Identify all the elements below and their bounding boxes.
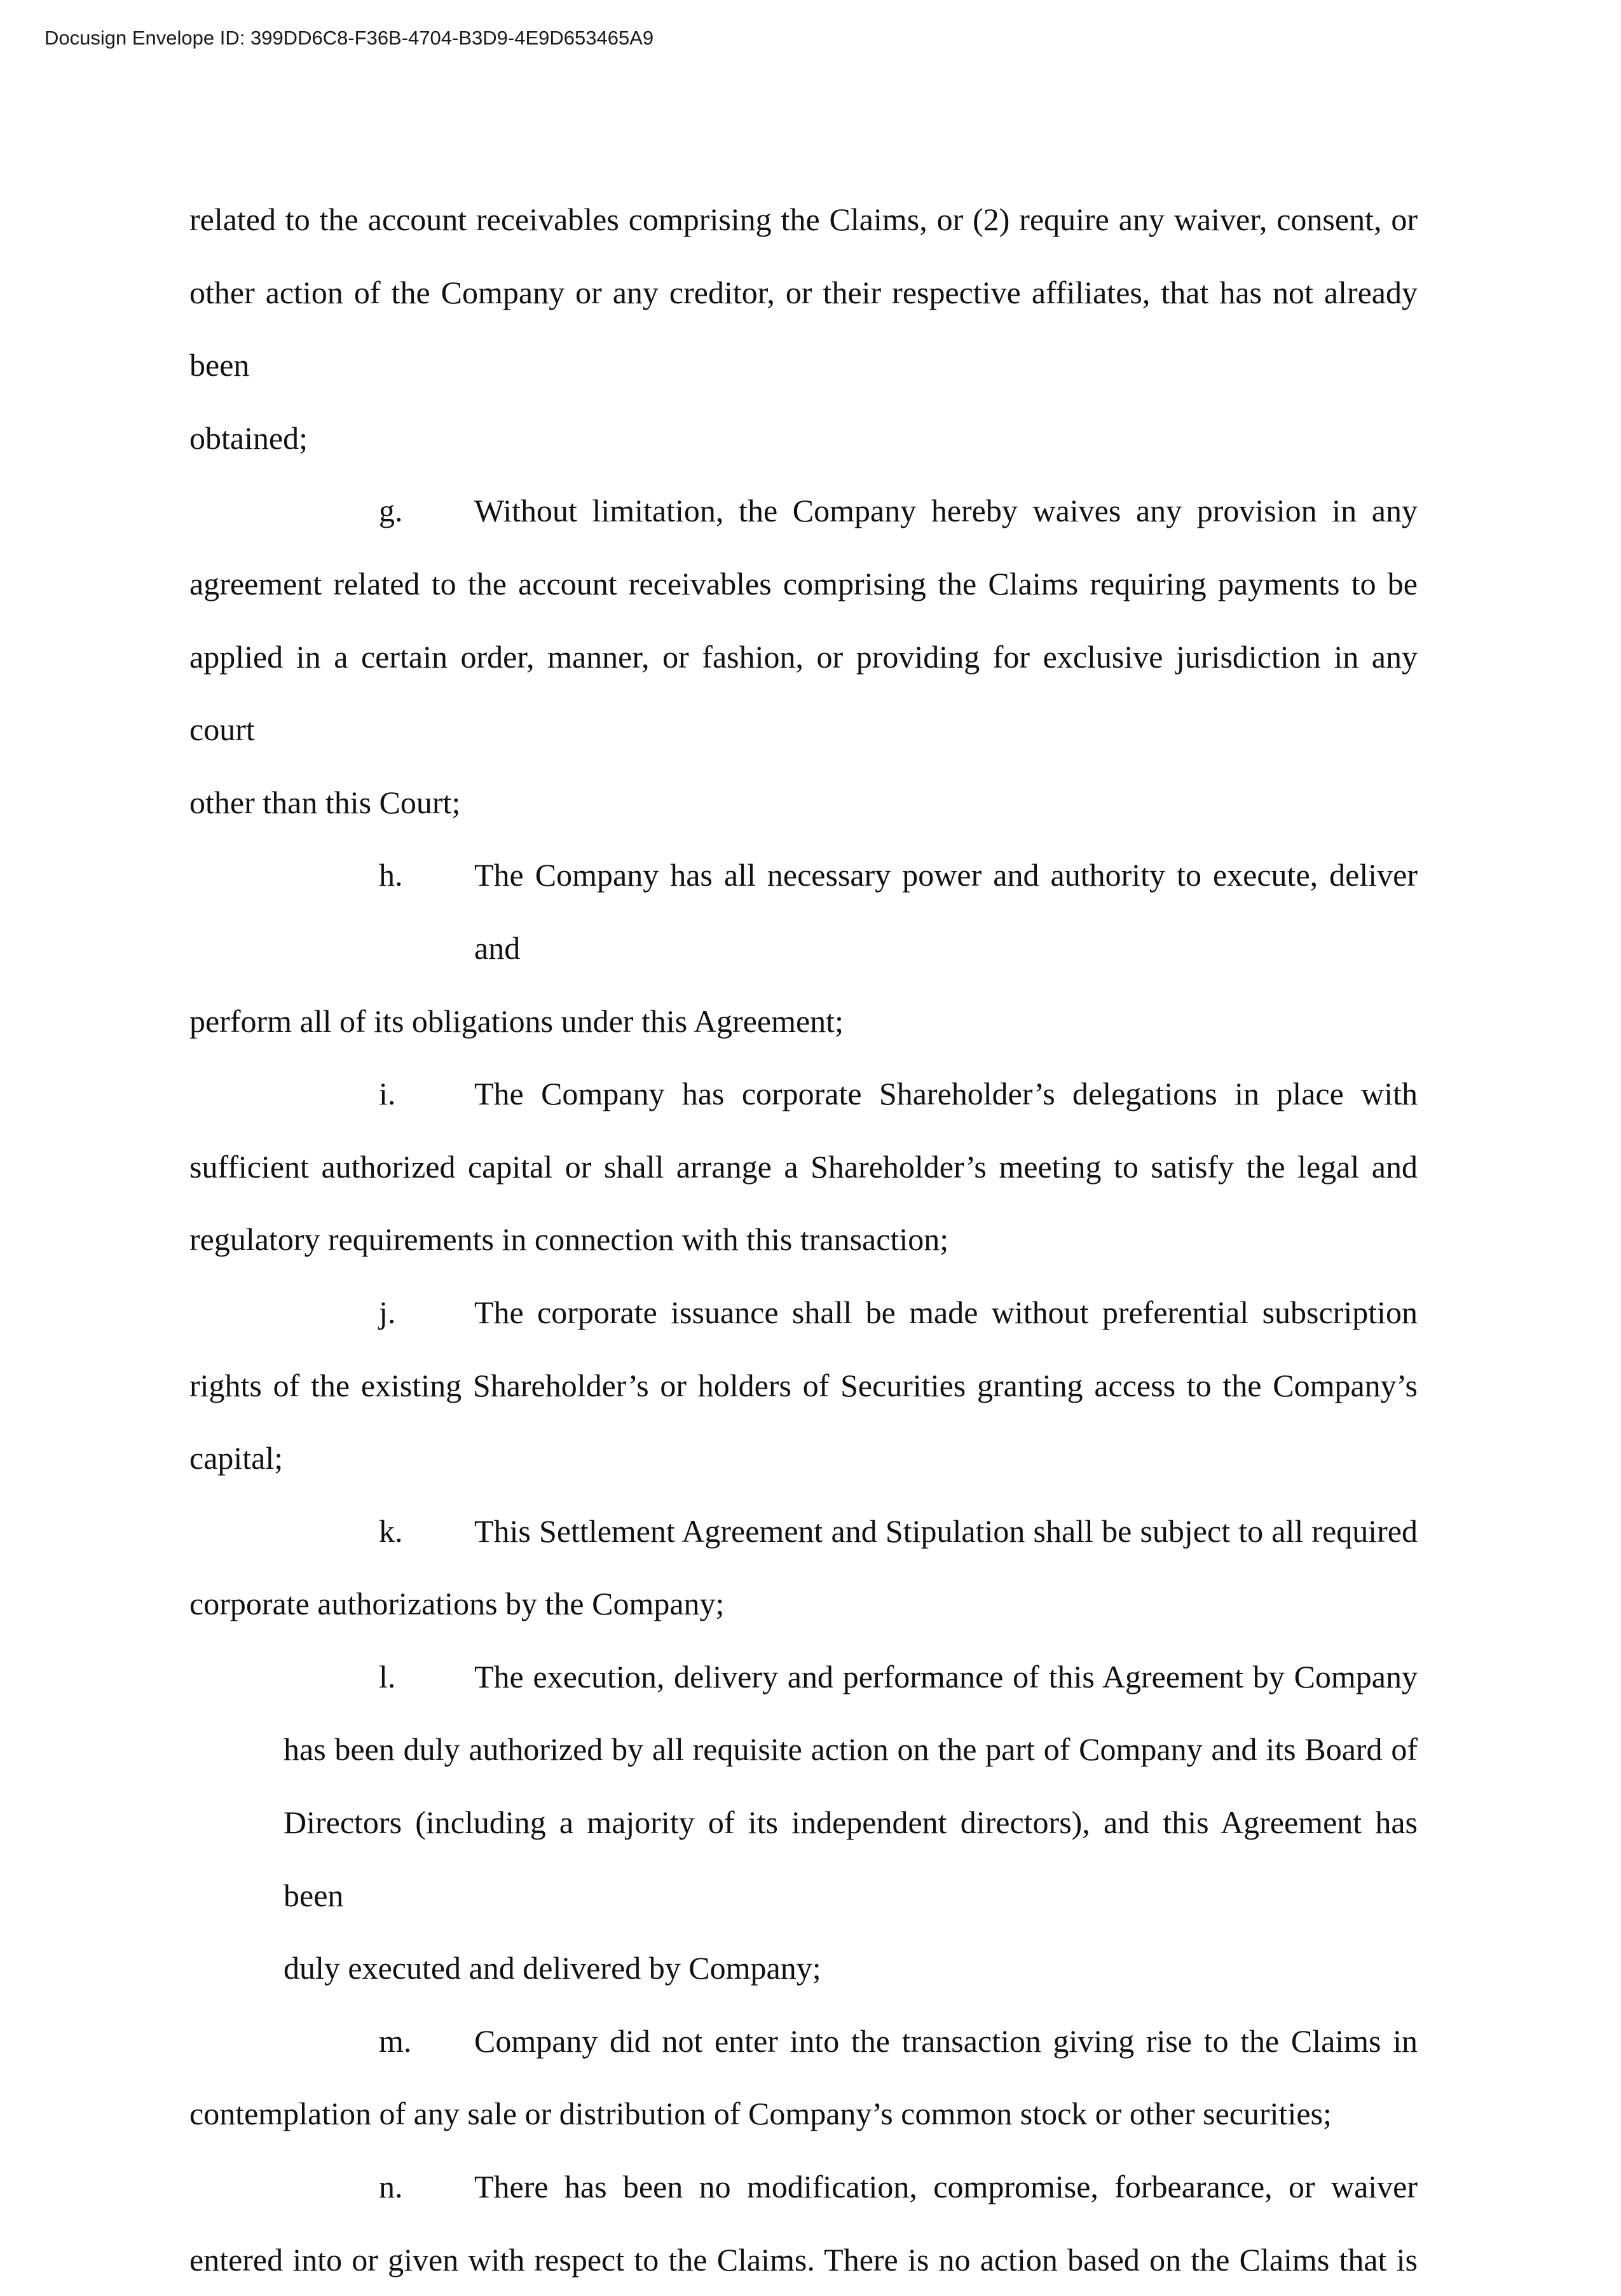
item-text: This Settlement Agreement and Stipulation shall be subject to all required xyxy=(474,1513,1418,1549)
item-marker: j. xyxy=(379,1294,396,1330)
text-line: capital; xyxy=(189,1440,284,1476)
item-marker: n. xyxy=(379,2169,403,2205)
item-marker: h. xyxy=(379,857,403,893)
item-text: The corporate issuance shall be made without preferential subscription xyxy=(474,1294,1418,1330)
text-line: entered into or given with respect to the Claims. There is no action based on the Claims that is xyxy=(189,2241,1418,2278)
item-text: Company did not enter into the transaction giving rise to the Claims in xyxy=(474,2023,1418,2059)
item-text: The execution, delivery and performance of this Agreement by Company xyxy=(474,1658,1418,1695)
item-first-line xyxy=(189,1057,1418,1131)
item-marker: m. xyxy=(379,2023,412,2059)
document-body xyxy=(189,183,1418,2296)
item-marker: l. xyxy=(379,1658,396,1695)
text-line: agreement related to the account receivables comprising the Claims requiring payments to be xyxy=(189,565,1418,601)
text-line: contemplation of any sale or distribution of Company’s common stock or other securities; xyxy=(189,2096,1332,2132)
list-item-n xyxy=(189,2150,1418,2296)
text-line: other than this Court; xyxy=(189,784,461,820)
item-text: The Company has all necessary power and authority to execute, deliver and xyxy=(474,857,1418,966)
item-first-line xyxy=(189,2005,1418,2078)
item-marker: k. xyxy=(379,1513,403,1549)
item-first-line xyxy=(189,1276,1418,1349)
intro-paragraph xyxy=(189,183,1418,474)
text-line: obtained; xyxy=(189,420,308,456)
text-line: regulatory requirements in connection with this transaction; xyxy=(189,1221,949,1258)
text-line: related to the account receivables comprising the Claims, or (2) require any waiver, consent, or xyxy=(189,202,1418,237)
item-text: Without limitation, the Company hereby waives any provision in any xyxy=(474,493,1418,529)
text-line: has been duly authorized by all requisite action on the part of Company and its Board of xyxy=(284,1731,1418,1768)
item-marker: i. xyxy=(379,1076,396,1112)
text-line: duly executed and delivered by Company; xyxy=(284,1950,821,1986)
item-first-line xyxy=(189,474,1418,547)
text-line: sufficient authorized capital or shall arrange a Shareholder’s meeting to satisfy the legal and xyxy=(189,1148,1418,1185)
docusign-envelope-id: Docusign Envelope ID: 399DD6C8-F36B-4704-B3D9-4E9D653465A9 xyxy=(44,27,654,49)
item-first-line xyxy=(189,839,1418,984)
text-line: applied in a certain order, manner, or fashion, or providing for exclusive jurisdiction in any court xyxy=(189,638,1418,748)
list-item-g xyxy=(189,474,1418,839)
list-item-j xyxy=(189,1276,1418,1495)
list-item-i xyxy=(189,1057,1418,1276)
list-item-h xyxy=(189,839,1418,1057)
text-line: corporate authorizations by the Company; xyxy=(189,1586,725,1622)
item-first-line xyxy=(189,1495,1418,1568)
item-first-line xyxy=(189,2150,1418,2224)
item-first-line xyxy=(189,1640,1418,1714)
list-item-l xyxy=(189,1640,1418,2005)
item-marker: g. xyxy=(379,493,403,529)
list-item-m xyxy=(189,2005,1418,2150)
text-line: other action of the Company or any creditor, or their respective affiliates, that has not already been xyxy=(189,274,1418,383)
item-text: There has been no modification, compromise, forbearance, or waiver xyxy=(474,2169,1418,2205)
list-item-k xyxy=(189,1495,1418,1640)
text-line: perform all of its obligations under this Agreement; xyxy=(189,1003,844,1039)
item-text: The Company has corporate Shareholder’s delegations in place with xyxy=(474,1076,1418,1112)
text-line: rights of the existing Shareholder’s or holders of Securities granting access to the Company’s xyxy=(189,1367,1418,1403)
text-line: Directors (including a majority of its independent directors), and this Agreement has been xyxy=(284,1804,1418,1913)
